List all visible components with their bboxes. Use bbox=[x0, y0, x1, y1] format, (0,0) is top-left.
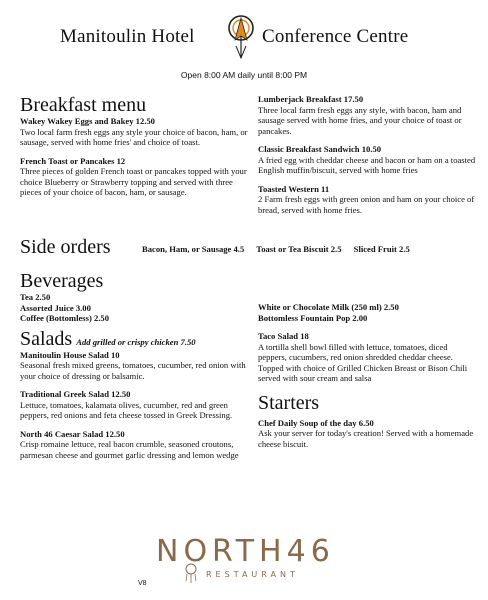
menu-item-name: Lumberjack Breakfast 17.50 bbox=[258, 94, 364, 104]
logo-subtitle: RESTAURANT bbox=[206, 570, 299, 579]
header bbox=[0, 12, 488, 64]
menu-item-description: Two local farm fresh eggs any style your choice of bacon, ham, or sausage, served with home fries' and choice of toast. bbox=[20, 126, 248, 147]
beverages-salads-left-column bbox=[20, 270, 252, 460]
beverage-item: White or Chocolate Milk (250 ml) 2.50 bbox=[258, 302, 399, 312]
beverage-item: Assorted Juice 3.00 bbox=[20, 302, 91, 313]
menu-item-name: Taco Salad 18 bbox=[258, 331, 309, 341]
breakfast-title: Breakfast menu bbox=[20, 94, 147, 116]
side-option: Toast or Tea Biscuit 2.5 bbox=[256, 244, 342, 254]
breakfast-right-column bbox=[258, 94, 476, 215]
dreamcatcher-emblem-icon bbox=[222, 12, 260, 62]
hotel-name-left: Manitoulin Hotel bbox=[60, 26, 195, 47]
opening-hours: Open 8:00 AM daily until 8:00 PM bbox=[180, 70, 308, 80]
salads-addon: Add grilled or crispy chicken 7.50 bbox=[76, 336, 196, 347]
side-orders-section bbox=[20, 236, 480, 260]
breakfast-left-column bbox=[20, 94, 252, 198]
menu-item-name: Manitoulin House Salad 10 bbox=[20, 349, 120, 360]
beverage-item: Coffee (Bottomless) 2.50 bbox=[20, 313, 110, 323]
menu-item-name: Toasted Western 11 bbox=[258, 183, 330, 194]
menu-item-description: Lettuce, tomatoes, kalamata olives, cucumber, red and green peppers, red onions and feta cheese tossed in Greek Dressing. bbox=[20, 399, 233, 420]
menu-item-name: Classic Breakfast Sandwich 10.50 bbox=[258, 144, 382, 154]
menu-item-name: North 46 Caesar Salad 12.50 bbox=[20, 428, 125, 439]
menu-item-name: Chef Daily Soup of the day 6.50 bbox=[258, 417, 374, 428]
beverage-item: Tea 2.50 bbox=[20, 292, 51, 302]
side-option: Sliced Fruit 2.5 bbox=[353, 244, 410, 254]
side-option: Bacon, Ham, or Sausage 4.5 bbox=[142, 244, 245, 254]
menu-item-description: 2 Farm fresh eggs with green onion and ham on your choice of bread, served with home fries. bbox=[258, 194, 475, 215]
menu-item-description: Seasonal fresh mixed greens, tomatoes, cucumber, red onion with your choice of dressing or balsamic. bbox=[20, 360, 246, 381]
menu-item-description: Ask your server for today's creation! Served with a homemade cheese biscuit. bbox=[258, 428, 474, 449]
north46-logo bbox=[150, 534, 350, 584]
salads-header bbox=[20, 328, 252, 350]
side-orders-options bbox=[142, 244, 420, 254]
beverages-starters-right-column bbox=[258, 302, 476, 449]
menu-item-name: Wakey Wakey Eggs and Bakey 12.50 bbox=[20, 116, 155, 126]
menu-item-description: A fried egg with cheddar cheese and bacon or ham on a toasted English muffin/biscuit, served with home fries bbox=[258, 154, 476, 175]
salads-title: Salads bbox=[20, 327, 73, 350]
menu-item-name: French Toast or Pancakes 12 bbox=[20, 155, 126, 166]
side-orders-title: Side orders bbox=[20, 236, 111, 258]
menu-item-description: A tortilla shell bowl filled with lettuce, tomatoes, diced peppers, cucumbers, red onion shredded cheddar cheese. Topped with choice of Grilled Chicken Breast or Bison Chili served with sour cream and salsa bbox=[258, 341, 468, 383]
starters-title: Starters bbox=[258, 391, 320, 414]
hotel-name-right: Conference Centre bbox=[262, 26, 409, 47]
dreamcatcher-icon bbox=[180, 562, 202, 584]
version-label: V8 bbox=[138, 580, 147, 587]
beverage-item: Bottomless Fountain Pop 2.00 bbox=[258, 312, 368, 323]
menu-item-description: Three local farm fresh eggs any style, with bacon, ham and sausage served with home fries, and your choice of toast or pancakes. bbox=[258, 104, 462, 136]
beverages-title: Beverages bbox=[20, 270, 104, 292]
menu-item-description: Crisp romaine lettuce, real bacon crumble, seasoned croutons, parmesan cheese and gourmet garlic dressing and lemon wedge bbox=[20, 439, 239, 460]
menu-item-name: Traditional Greek Salad 12.50 bbox=[20, 389, 131, 399]
menu-item-description: Three pieces of golden French toast or pancakes topped with your choice Blueberry or Strawberry topping and served with three pieces of your choice of bacon, ham, or sausage. bbox=[20, 166, 247, 197]
logo-word: NORTH46 bbox=[156, 534, 335, 569]
